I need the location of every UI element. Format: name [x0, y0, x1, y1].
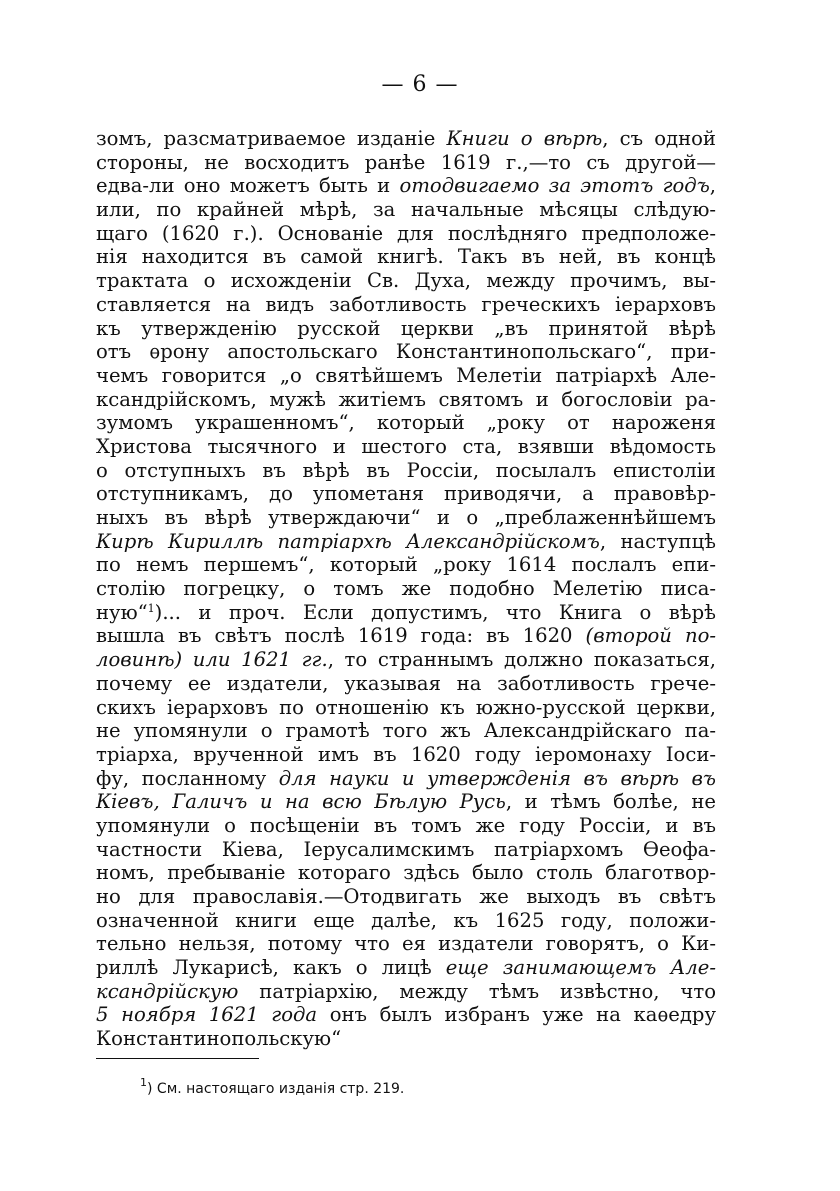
text-segment: о отступныхъ въ вѣрѣ въ Россіи, посылалъ епистоліи: [96, 458, 716, 482]
text-segment: ,: [709, 174, 717, 198]
italic-text: еще занимающемъ Але-: [445, 956, 716, 980]
text-line: [96, 790, 716, 814]
text-line: [96, 577, 716, 601]
text-line: [96, 648, 716, 672]
text-line: [96, 340, 716, 364]
footnote-text: ) См. настоящаго изданія стр. 219.: [147, 1081, 405, 1097]
italic-text: Кирѣ Кириллѣ патріархѣ Александрійскомъ: [96, 529, 600, 553]
text-line: [96, 932, 716, 956]
text-line: [96, 530, 716, 554]
text-segment: нія находится въ самой книгѣ. Такъ въ ней, въ концѣ: [96, 245, 716, 269]
text-line: [96, 696, 716, 720]
italic-text: отодвигаемо за этотъ годъ: [399, 174, 710, 198]
italic-text: 5 ноября 1621 года: [96, 1003, 318, 1027]
text-segment: риллѣ Лукарисѣ, какъ о лицѣ: [96, 956, 446, 980]
text-segment: )... и проч. Если допустимъ, что Книга о вѣрѣ: [154, 600, 716, 624]
italic-text: для науки и утвержденія въ вѣрѣ въ: [278, 766, 716, 790]
text-segment: трактата о исхожденіи Св. Духа, между прочимъ, вы-: [96, 269, 716, 293]
italic-text: ловинѣ) или 1621 гг.: [96, 648, 328, 672]
text-line: [96, 411, 716, 435]
text-segment: столію погрецку, о томъ же подобно Мелетію писа-: [96, 577, 716, 601]
text-segment: не упомянули о грамотѣ того жъ Александрійскаго па-: [96, 719, 716, 743]
text-segment: онъ былъ избранъ уже на каѳедру: [317, 1003, 716, 1027]
text-segment: тріарха, врученной имъ въ 1620 году іеромонаху Іоси-: [96, 742, 716, 766]
text-line: [96, 861, 716, 885]
text-line: [96, 553, 716, 577]
text-line: [96, 743, 716, 767]
text-line: [96, 1003, 716, 1027]
italic-text: Кіевъ, Галичъ и на всю Бѣлую Русь: [96, 790, 506, 814]
text-segment: , и тѣмъ болѣе, не: [505, 790, 716, 814]
text-line: [96, 174, 716, 198]
text-segment: щаго (1620 г.). Основаніе для послѣдняго предположе-: [96, 221, 716, 245]
text-line: [96, 672, 716, 696]
body-text: [96, 127, 716, 1051]
text-segment: означенной книги еще далѣе, къ 1625 году, положи-: [96, 908, 716, 932]
text-segment: номъ, пребываніе котораго здѣсь было столь благотвор-: [96, 861, 716, 885]
text-line: [96, 956, 716, 980]
text-line: [96, 506, 716, 530]
text-segment: , то страннымъ должно показаться,: [327, 648, 716, 672]
text-segment: но для православія.—Отодвигать же выходъ въ свѣтъ: [96, 885, 716, 908]
text-line: [96, 719, 716, 743]
text-segment: Христова тысячного и шестого ста, взявши вѣдомость: [96, 434, 716, 458]
text-segment: отступникамъ, до упометаня приводячи, а правовѣр-: [96, 482, 716, 506]
text-line: [96, 364, 716, 388]
text-segment: чемъ говорится „о святѣйшемъ Мелетіи патріархѣ Але-: [96, 363, 716, 387]
text-line: [96, 198, 716, 222]
text-segment: скихъ іерарховъ по отношенію къ южно-русской церкви,: [96, 695, 716, 719]
text-segment: ныхъ въ вѣрѣ утверждаючи“ и о „преблаженнѣйшемъ: [96, 506, 716, 529]
text-segment: патріархію, между тѣмъ извѣстно, что: [238, 979, 716, 1003]
text-segment: тельно нельзя, потому что ея издатели говорятъ, о Ки-: [96, 932, 716, 956]
page-number: — 6 —: [381, 72, 459, 97]
italic-text: (второй по-: [585, 624, 716, 648]
text-segment: отъ ѳрону апостольскаго Константинопольскаго“, при-: [96, 340, 716, 364]
text-segment: фу, посланному: [96, 766, 279, 790]
text-segment: вышла въ свѣтъ послѣ 1619 года: въ 1620: [96, 624, 586, 648]
text-segment: къ утвержденію русской церкви „въ принятой вѣрѣ: [96, 316, 716, 340]
text-segment: зумомъ украшенномъ“, который „року от нароженя: [96, 411, 716, 435]
text-line: [96, 459, 716, 483]
text-line: [96, 980, 716, 1004]
footnote: [140, 1076, 405, 1097]
footnote-reference: 1: [147, 601, 155, 615]
text-line: [96, 1027, 716, 1051]
text-line: [96, 127, 716, 151]
text-line: [96, 601, 716, 625]
text-line: [96, 435, 716, 459]
text-segment: упомянули о посѣщеніи въ томъ же году Россіи, и въ: [96, 813, 716, 837]
text-line: [96, 269, 716, 293]
text-line: [96, 222, 716, 246]
text-segment: ставляется на видъ заботливость греческихъ іерарховъ: [96, 292, 716, 316]
text-line: [96, 317, 716, 341]
text-segment: почему ее издатели, указывая на заботливость грече-: [96, 671, 716, 695]
italic-text: Книги о вѣрѣ: [446, 127, 603, 150]
text-line: [96, 814, 716, 838]
text-line: [96, 767, 716, 791]
text-line: [96, 482, 716, 506]
text-line: [96, 388, 716, 412]
text-segment: едва-ли оно можетъ быть и: [96, 174, 400, 198]
text-line: [96, 624, 716, 648]
text-line: [96, 838, 716, 862]
text-segment: стороны, не восходитъ ранѣе 1619 г.,—то съ другой—: [96, 150, 716, 174]
text-line: [96, 151, 716, 175]
text-segment: частности Кіева, Іерусалимскимъ патріархомъ Ѳеофа-: [96, 837, 716, 861]
text-line: [96, 245, 716, 269]
text-segment: ную“: [96, 600, 148, 624]
text-segment: зомъ, разсматриваемое изданіе: [96, 127, 447, 150]
text-line: [96, 909, 716, 933]
text-segment: ксандрійскомъ, мужѣ житіемъ святомъ и богословіи ра-: [96, 387, 716, 411]
italic-text: ксандрійскую: [96, 979, 239, 1003]
text-segment: , наступцѣ: [599, 529, 717, 553]
text-segment: Константинопольскую“: [96, 1027, 342, 1051]
text-line: [96, 885, 716, 909]
text-segment: , съ одной: [602, 127, 716, 150]
footnote-marker: 1: [140, 1076, 147, 1089]
text-segment: или, по крайней мѣрѣ, за начальные мѣсяцы слѣдую-: [96, 198, 716, 222]
text-line: [96, 293, 716, 317]
footnote-separator: [96, 1058, 259, 1059]
text-segment: по немъ першемъ“, который „року 1614 послалъ епи-: [96, 553, 716, 577]
